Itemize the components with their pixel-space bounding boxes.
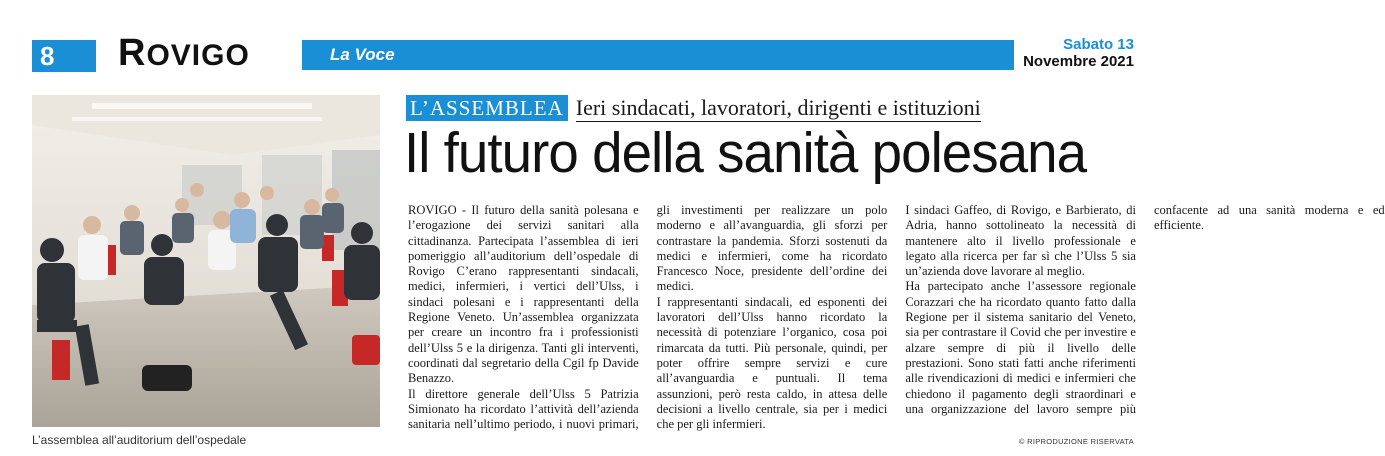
page-number: 8: [32, 40, 96, 72]
article-paragraph: ROVIGO - Il futuro della sanità polesana e l’erogazione dei servizi sanitari alla cittadinanza. Partecipata l’assemblea di ieri pomeriggio all’auditorium dell’ospedale di Rovigo C’erano rappresentanti sindacali, medici, infermieri, i vertici dell’Ulss, i sindaci polesani e i rappresentanti della Regione Veneto. Un’assemblea organizzata per creare un incontro fra i professionisti dell’Ulss 5 e la dirigenza. Tanti gli interventi, coordinati dal segretario della Cgil fp Davide Benazzo.: [408, 203, 639, 386]
issue-month-year: Novembre 2021: [1023, 53, 1134, 70]
article-photo: [32, 95, 380, 427]
kicker: [406, 95, 981, 121]
photo-caption: L’assemblea all’auditorium dell’ospedale: [32, 433, 247, 447]
article-body: [408, 203, 1385, 443]
article-paragraph: Ha partecipato anche l’assessore regionale Corazzari che ha ricordato quanto fatto dalla Regione per il sistema sanitario del Veneto, sia per contrastare il Covid che per investire e alzare sempre di più il livello delle prestazioni. Sono stati fatti anche riferimenti alle rivendicazioni di medici e infermieri che chiedono il pagamento degli straordinari e una organizzazione del lavoro sempre più confacente ad una sanità moderna e ed efficiente.: [905, 203, 1385, 416]
header-bar: [302, 40, 1014, 70]
article-paragraph: I sindaci Gaffeo, di Rovigo, e Barbierato, di Adria, hanno sottolineato la necessità di mantenere alto il livello professionale e legato alla ricerca per far sì che l’Ulss 5 sia un’azienda dove lavorare al meglio.: [905, 203, 1136, 279]
article-paragraph: Il direttore generale dell’Ulss 5 Patrizia Simionato ha ricordato l’attività dell’azienda sanitaria nell’ultimo periodo, i nuovi primari, gli investimenti per realizzare un polo moderno e all’avanguardia, gli sforzi per contrastare la pandemia. Sforzi sostenuti da medici e infermieri, come ha ricordato Francesco Noce, presidente dell’ordine dei medici.: [408, 203, 888, 432]
kicker-label: L’ASSEMBLEA: [406, 95, 568, 121]
article-paragraph: I rappresentanti sindacali, ed esponenti dei lavoratori dell’Ulss hanno ricordato la necessità di potenziare l’organico, cosa poi rimarcata da tutti. Più personale, quindi, per poter offrire sempre servizi e cure all’avanguardia e puntuali. Il tema assunzioni, però resta caldo, in attesa delle decisioni a livello centrale, sia per i medici che per gli infermieri.: [656, 294, 888, 432]
copyright-notice: © RIPRODUZIONE RISERVATA: [1018, 437, 1134, 446]
section-title: [118, 30, 250, 79]
issue-date: [1023, 36, 1134, 70]
auditorium-photo-illustration: [32, 95, 380, 427]
issue-day: Sabato 13: [1063, 36, 1134, 53]
section-title-initial: R: [118, 32, 147, 74]
newspaper-name: La Voce: [330, 45, 395, 64]
headline: Il futuro della sanità polesana: [404, 121, 1087, 185]
section-title-rest: OVIGO: [146, 39, 250, 72]
kicker-subtitle: Ieri sindacati, lavoratori, dirigenti e istituzioni: [575, 95, 981, 120]
